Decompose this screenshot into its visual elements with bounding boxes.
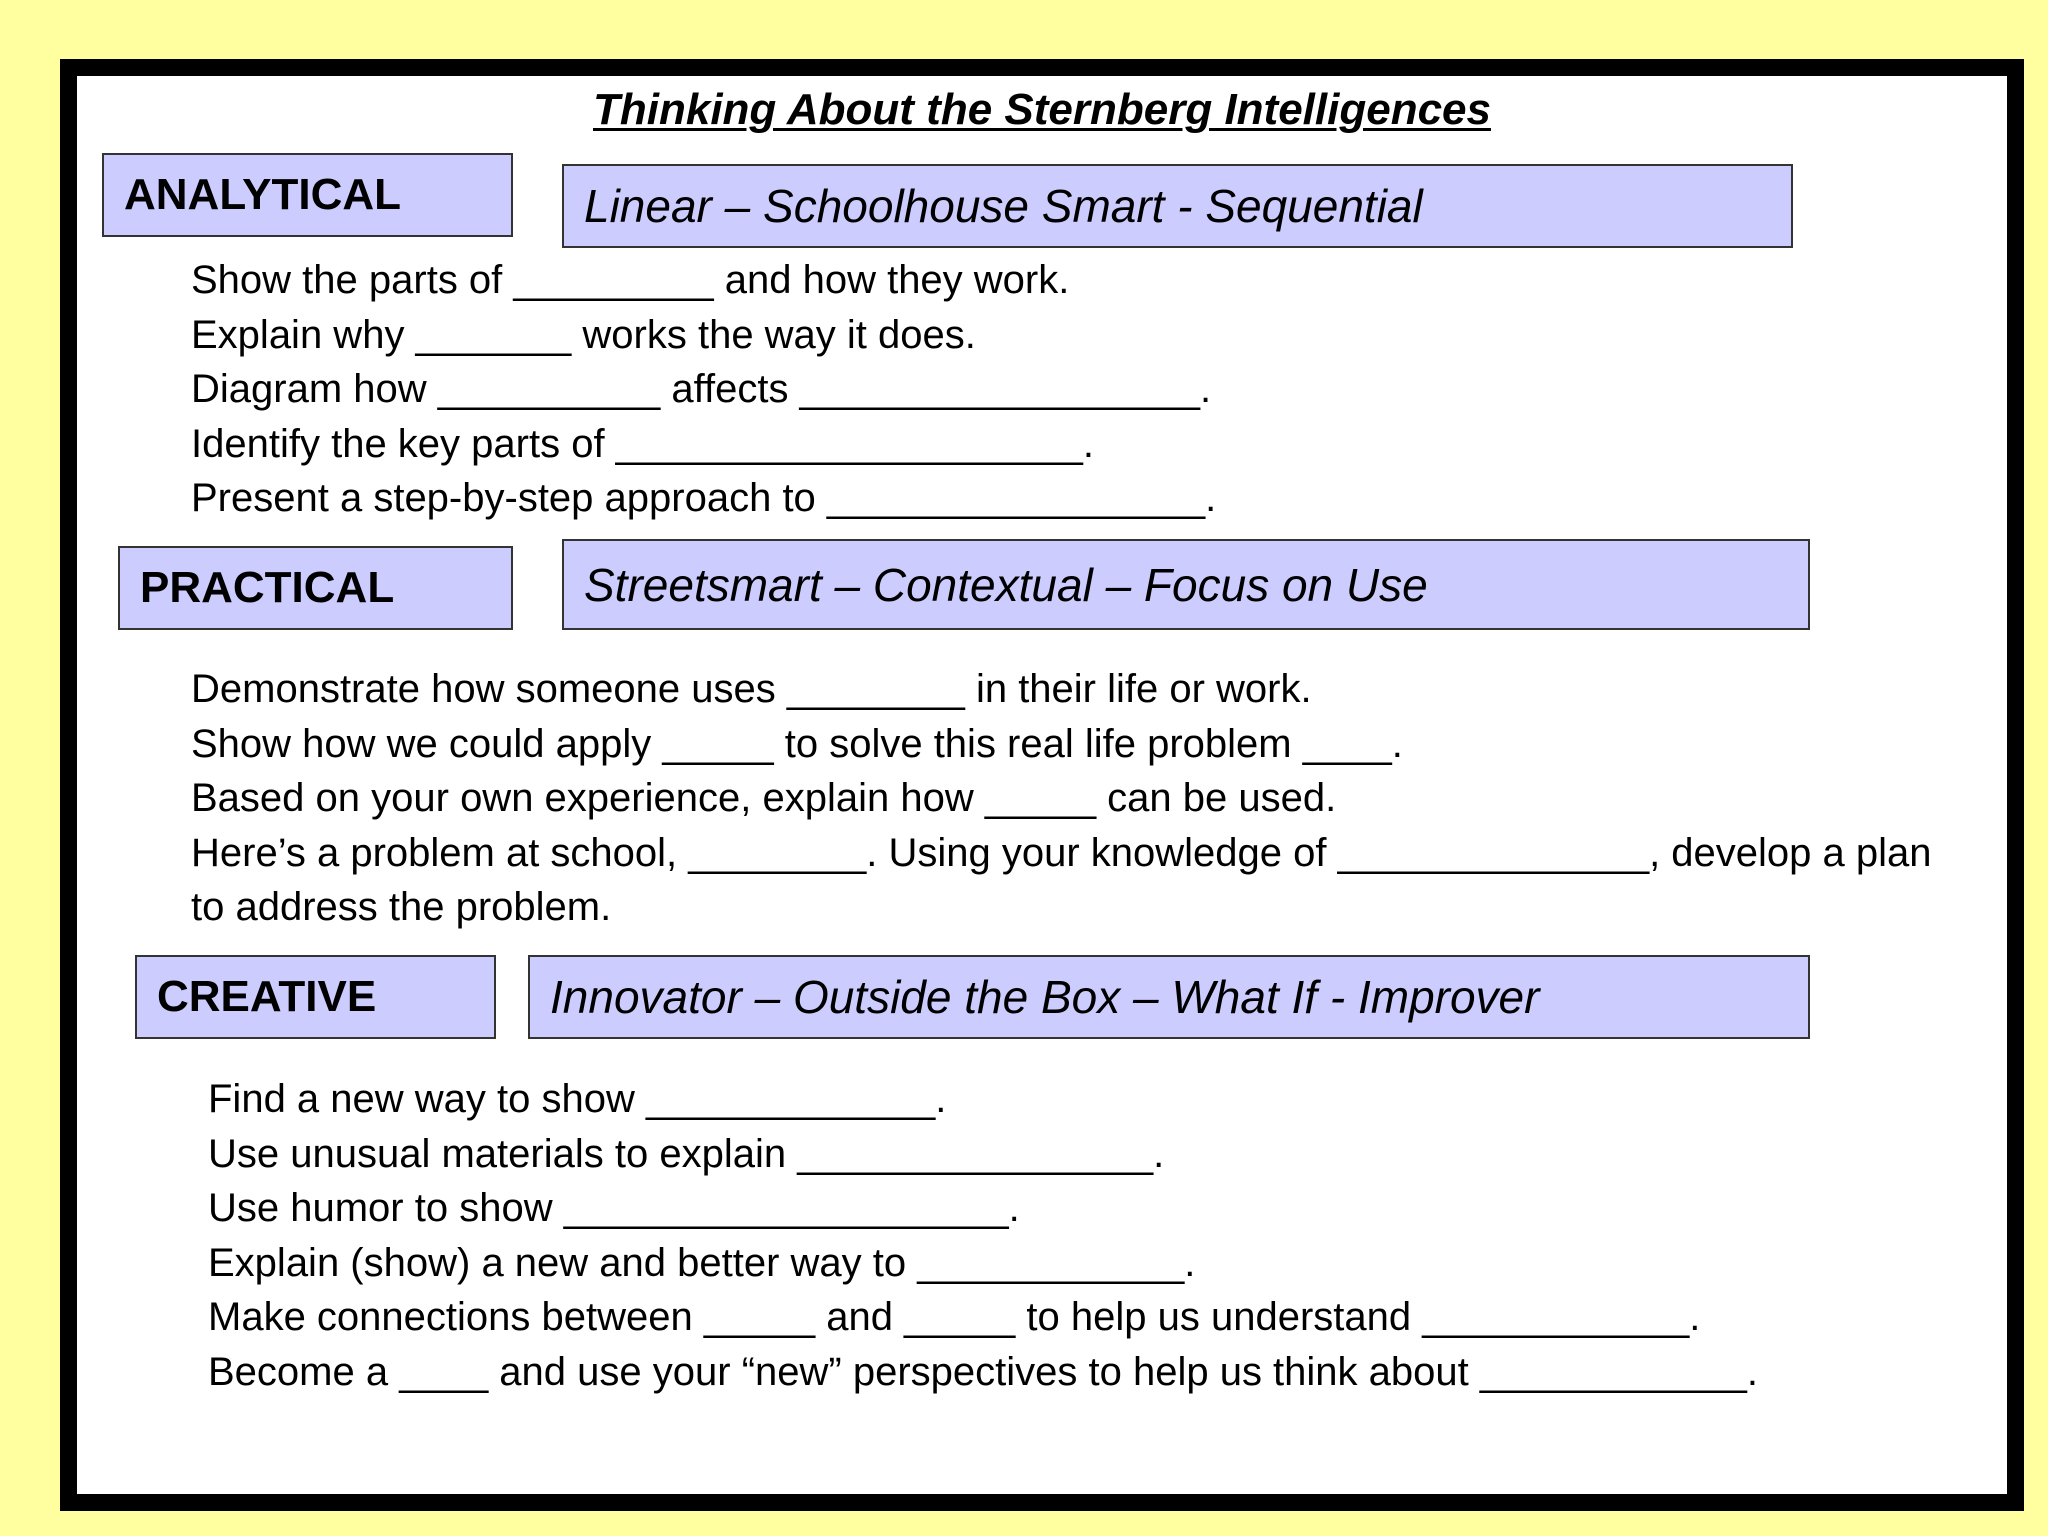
practical-prompt-4: Here’s a problem at school, ________. Using your knowledge of ______________, develop a plan to address the problem. — [191, 830, 1932, 929]
practical-description: Streetsmart – Contextual – Focus on Use — [584, 558, 1428, 611]
analytical-prompt-2: Explain why _______ works the way it does. — [191, 312, 976, 357]
practical-prompt-3: Based on your own experience, explain how _____ can be used. — [191, 776, 1337, 820]
creative-prompts — [208, 1072, 1758, 1399]
creative-description: Innovator – Outside the Box – What If - Improver — [550, 971, 1540, 1023]
creative-prompt-3: Use humor to show ____________________. — [208, 1186, 1020, 1230]
practical-prompts — [191, 662, 2011, 935]
analytical-prompt-1: Show the parts of _________ and how they work. — [191, 258, 1070, 302]
creative-label: CREATIVE — [157, 972, 377, 1021]
practical-prompt-2: Show how we could apply _____ to solve this real life problem ____. — [191, 721, 1403, 766]
creative-prompt-4: Explain (show) a new and better way to ____________. — [208, 1240, 1196, 1285]
analytical-description-box — [562, 164, 1793, 248]
worksheet-content — [77, 76, 2007, 1494]
analytical-prompts — [191, 253, 1216, 526]
analytical-label: ANALYTICAL — [124, 170, 402, 219]
practical-label-box — [118, 546, 513, 630]
creative-prompt-5: Make connections between _____ and _____ to help us understand ____________. — [208, 1295, 1701, 1339]
creative-prompt-2: Use unusual materials to explain ________________. — [208, 1131, 1165, 1176]
creative-description-box — [528, 955, 1810, 1039]
analytical-description: Linear – Schoolhouse Smart - Sequential — [584, 180, 1423, 232]
analytical-prompt-3: Diagram how __________ affects __________________. — [191, 367, 1212, 411]
creative-label-box — [135, 955, 496, 1039]
analytical-prompt-5: Present a step-by-step approach to _________________. — [191, 476, 1217, 520]
creative-prompt-6: Become a ____ and use your “new” perspectives to help us think about ____________. — [208, 1349, 1758, 1394]
worksheet-title: Thinking About the Sternberg Intelligences — [593, 85, 1491, 134]
analytical-prompt-4: Identify the key parts of _____________________. — [191, 421, 1094, 466]
creative-prompt-1: Find a new way to show _____________. — [208, 1077, 947, 1121]
practical-prompt-1: Demonstrate how someone uses ________ in their life or work. — [191, 667, 1312, 711]
practical-description-box — [562, 539, 1810, 630]
practical-label: PRACTICAL — [140, 563, 395, 612]
analytical-label-box — [102, 153, 513, 237]
